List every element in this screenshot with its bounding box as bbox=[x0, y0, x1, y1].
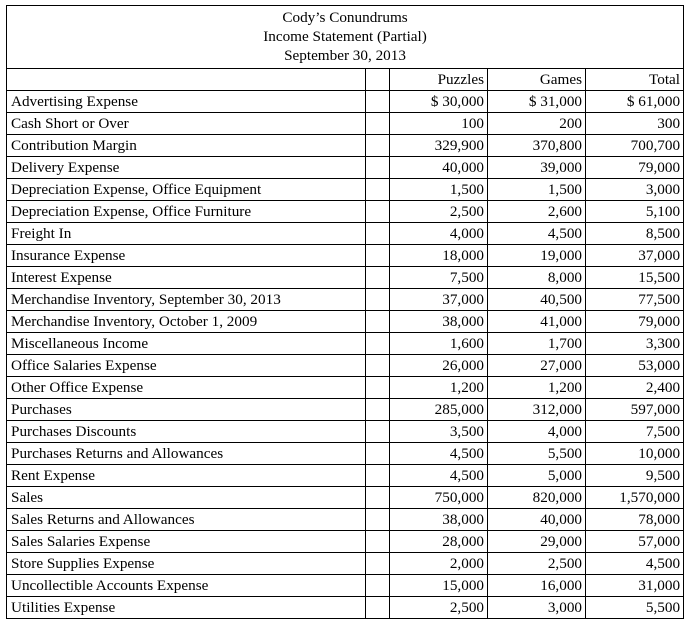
account-label: Freight In bbox=[7, 223, 366, 245]
column-header-row bbox=[7, 69, 684, 91]
puzzles-value: 4,500 bbox=[390, 443, 488, 465]
total-value: 31,000 bbox=[586, 575, 684, 597]
games-value: 4,500 bbox=[488, 223, 586, 245]
total-value: $ 61,000 bbox=[586, 91, 684, 113]
income-statement bbox=[6, 5, 683, 619]
puzzles-value: 18,000 bbox=[390, 245, 488, 267]
account-label: Utilities Expense bbox=[7, 597, 366, 619]
total-value: 4,500 bbox=[586, 553, 684, 575]
games-value: 312,000 bbox=[488, 399, 586, 421]
total-value: 700,700 bbox=[586, 135, 684, 157]
table-row bbox=[7, 575, 684, 597]
table-row bbox=[7, 421, 684, 443]
puzzles-value: 100 bbox=[390, 113, 488, 135]
account-label: Advertising Expense bbox=[7, 91, 366, 113]
row-spacer bbox=[366, 355, 390, 377]
total-value: 1,570,000 bbox=[586, 487, 684, 509]
games-value: 820,000 bbox=[488, 487, 586, 509]
column-header-puzzles: Puzzles bbox=[390, 69, 488, 91]
row-spacer bbox=[366, 245, 390, 267]
row-spacer bbox=[366, 597, 390, 619]
games-value: $ 31,000 bbox=[488, 91, 586, 113]
games-value: 16,000 bbox=[488, 575, 586, 597]
puzzles-value: 285,000 bbox=[390, 399, 488, 421]
puzzles-value: 329,900 bbox=[390, 135, 488, 157]
games-value: 27,000 bbox=[488, 355, 586, 377]
table-row bbox=[7, 135, 684, 157]
total-value: 2,400 bbox=[586, 377, 684, 399]
account-label: Miscellaneous Income bbox=[7, 333, 366, 355]
total-value: 3,300 bbox=[586, 333, 684, 355]
puzzles-value: 1,600 bbox=[390, 333, 488, 355]
puzzles-value: 26,000 bbox=[390, 355, 488, 377]
account-label: Interest Expense bbox=[7, 267, 366, 289]
account-label: Depreciation Expense, Office Furniture bbox=[7, 201, 366, 223]
games-value: 2,600 bbox=[488, 201, 586, 223]
table-row bbox=[7, 597, 684, 619]
total-value: 57,000 bbox=[586, 531, 684, 553]
account-label: Delivery Expense bbox=[7, 157, 366, 179]
games-value: 2,500 bbox=[488, 553, 586, 575]
header-spacer bbox=[366, 69, 390, 91]
account-label: Merchandise Inventory, October 1, 2009 bbox=[7, 311, 366, 333]
games-value: 370,800 bbox=[488, 135, 586, 157]
row-spacer bbox=[366, 267, 390, 289]
puzzles-value: 15,000 bbox=[390, 575, 488, 597]
games-value: 29,000 bbox=[488, 531, 586, 553]
puzzles-value: 3,500 bbox=[390, 421, 488, 443]
table-row bbox=[7, 487, 684, 509]
account-label: Purchases bbox=[7, 399, 366, 421]
account-label: Uncollectible Accounts Expense bbox=[7, 575, 366, 597]
account-label: Office Salaries Expense bbox=[7, 355, 366, 377]
account-label: Merchandise Inventory, September 30, 2013 bbox=[7, 289, 366, 311]
total-value: 8,500 bbox=[586, 223, 684, 245]
statement-heading bbox=[7, 6, 684, 69]
column-header-games: Games bbox=[488, 69, 586, 91]
row-spacer bbox=[366, 399, 390, 421]
puzzles-value: 38,000 bbox=[390, 509, 488, 531]
column-header-total: Total bbox=[586, 69, 684, 91]
puzzles-value: 4,500 bbox=[390, 465, 488, 487]
games-value: 8,000 bbox=[488, 267, 586, 289]
games-value: 19,000 bbox=[488, 245, 586, 267]
table-row bbox=[7, 267, 684, 289]
puzzles-value: 1,500 bbox=[390, 179, 488, 201]
account-label: Contribution Margin bbox=[7, 135, 366, 157]
total-value: 5,100 bbox=[586, 201, 684, 223]
total-value: 3,000 bbox=[586, 179, 684, 201]
row-spacer bbox=[366, 575, 390, 597]
puzzles-value: 40,000 bbox=[390, 157, 488, 179]
account-label: Purchases Returns and Allowances bbox=[7, 443, 366, 465]
table-row bbox=[7, 399, 684, 421]
row-spacer bbox=[366, 289, 390, 311]
row-spacer bbox=[366, 311, 390, 333]
account-label: Sales Returns and Allowances bbox=[7, 509, 366, 531]
games-value: 200 bbox=[488, 113, 586, 135]
account-label: Other Office Expense bbox=[7, 377, 366, 399]
statement-date: September 30, 2013 bbox=[284, 47, 406, 64]
table-row bbox=[7, 355, 684, 377]
puzzles-value: 2,500 bbox=[390, 597, 488, 619]
table-row bbox=[7, 223, 684, 245]
total-value: 78,000 bbox=[586, 509, 684, 531]
row-spacer bbox=[366, 179, 390, 201]
row-spacer bbox=[366, 553, 390, 575]
total-value: 5,500 bbox=[586, 597, 684, 619]
table-row bbox=[7, 179, 684, 201]
row-spacer bbox=[366, 465, 390, 487]
title-row bbox=[7, 6, 684, 69]
account-label: Depreciation Expense, Office Equipment bbox=[7, 179, 366, 201]
puzzles-value: 37,000 bbox=[390, 289, 488, 311]
total-value: 77,500 bbox=[586, 289, 684, 311]
games-value: 39,000 bbox=[488, 157, 586, 179]
puzzles-value: 28,000 bbox=[390, 531, 488, 553]
row-spacer bbox=[366, 135, 390, 157]
statement-name: Income Statement (Partial) bbox=[263, 28, 427, 45]
total-value: 15,500 bbox=[586, 267, 684, 289]
row-spacer bbox=[366, 91, 390, 113]
puzzles-value: $ 30,000 bbox=[390, 91, 488, 113]
table-row bbox=[7, 333, 684, 355]
income-statement-table bbox=[6, 5, 684, 619]
row-spacer bbox=[366, 377, 390, 399]
games-value: 40,500 bbox=[488, 289, 586, 311]
puzzles-value: 2,500 bbox=[390, 201, 488, 223]
table-row bbox=[7, 553, 684, 575]
total-value: 37,000 bbox=[586, 245, 684, 267]
puzzles-value: 750,000 bbox=[390, 487, 488, 509]
puzzles-value: 38,000 bbox=[390, 311, 488, 333]
row-spacer bbox=[366, 201, 390, 223]
table-row bbox=[7, 377, 684, 399]
total-value: 53,000 bbox=[586, 355, 684, 377]
puzzles-value: 7,500 bbox=[390, 267, 488, 289]
table-row bbox=[7, 289, 684, 311]
account-label: Cash Short or Over bbox=[7, 113, 366, 135]
total-value: 9,500 bbox=[586, 465, 684, 487]
table-row bbox=[7, 509, 684, 531]
puzzles-value: 2,000 bbox=[390, 553, 488, 575]
table-row bbox=[7, 157, 684, 179]
table-row bbox=[7, 113, 684, 135]
games-value: 1,700 bbox=[488, 333, 586, 355]
total-value: 79,000 bbox=[586, 157, 684, 179]
table-row bbox=[7, 201, 684, 223]
row-spacer bbox=[366, 509, 390, 531]
puzzles-value: 4,000 bbox=[390, 223, 488, 245]
table-row bbox=[7, 245, 684, 267]
games-value: 1,500 bbox=[488, 179, 586, 201]
row-spacer bbox=[366, 157, 390, 179]
account-label: Rent Expense bbox=[7, 465, 366, 487]
puzzles-value: 1,200 bbox=[390, 377, 488, 399]
row-spacer bbox=[366, 487, 390, 509]
total-value: 79,000 bbox=[586, 311, 684, 333]
table-row bbox=[7, 443, 684, 465]
table-row bbox=[7, 465, 684, 487]
row-spacer bbox=[366, 443, 390, 465]
games-value: 5,500 bbox=[488, 443, 586, 465]
games-value: 5,000 bbox=[488, 465, 586, 487]
company-name: Cody’s Conundrums bbox=[282, 9, 408, 26]
total-value: 7,500 bbox=[586, 421, 684, 443]
total-value: 10,000 bbox=[586, 443, 684, 465]
row-spacer bbox=[366, 531, 390, 553]
account-label: Store Supplies Expense bbox=[7, 553, 366, 575]
games-value: 40,000 bbox=[488, 509, 586, 531]
total-value: 300 bbox=[586, 113, 684, 135]
games-value: 3,000 bbox=[488, 597, 586, 619]
total-value: 597,000 bbox=[586, 399, 684, 421]
row-spacer bbox=[366, 113, 390, 135]
table-row bbox=[7, 311, 684, 333]
row-spacer bbox=[366, 333, 390, 355]
games-value: 41,000 bbox=[488, 311, 586, 333]
row-spacer bbox=[366, 223, 390, 245]
account-label: Insurance Expense bbox=[7, 245, 366, 267]
games-value: 4,000 bbox=[488, 421, 586, 443]
table-row bbox=[7, 531, 684, 553]
header-blank bbox=[7, 69, 366, 91]
table-row bbox=[7, 91, 684, 113]
account-label: Sales bbox=[7, 487, 366, 509]
account-label: Purchases Discounts bbox=[7, 421, 366, 443]
account-label: Sales Salaries Expense bbox=[7, 531, 366, 553]
row-spacer bbox=[366, 421, 390, 443]
games-value: 1,200 bbox=[488, 377, 586, 399]
